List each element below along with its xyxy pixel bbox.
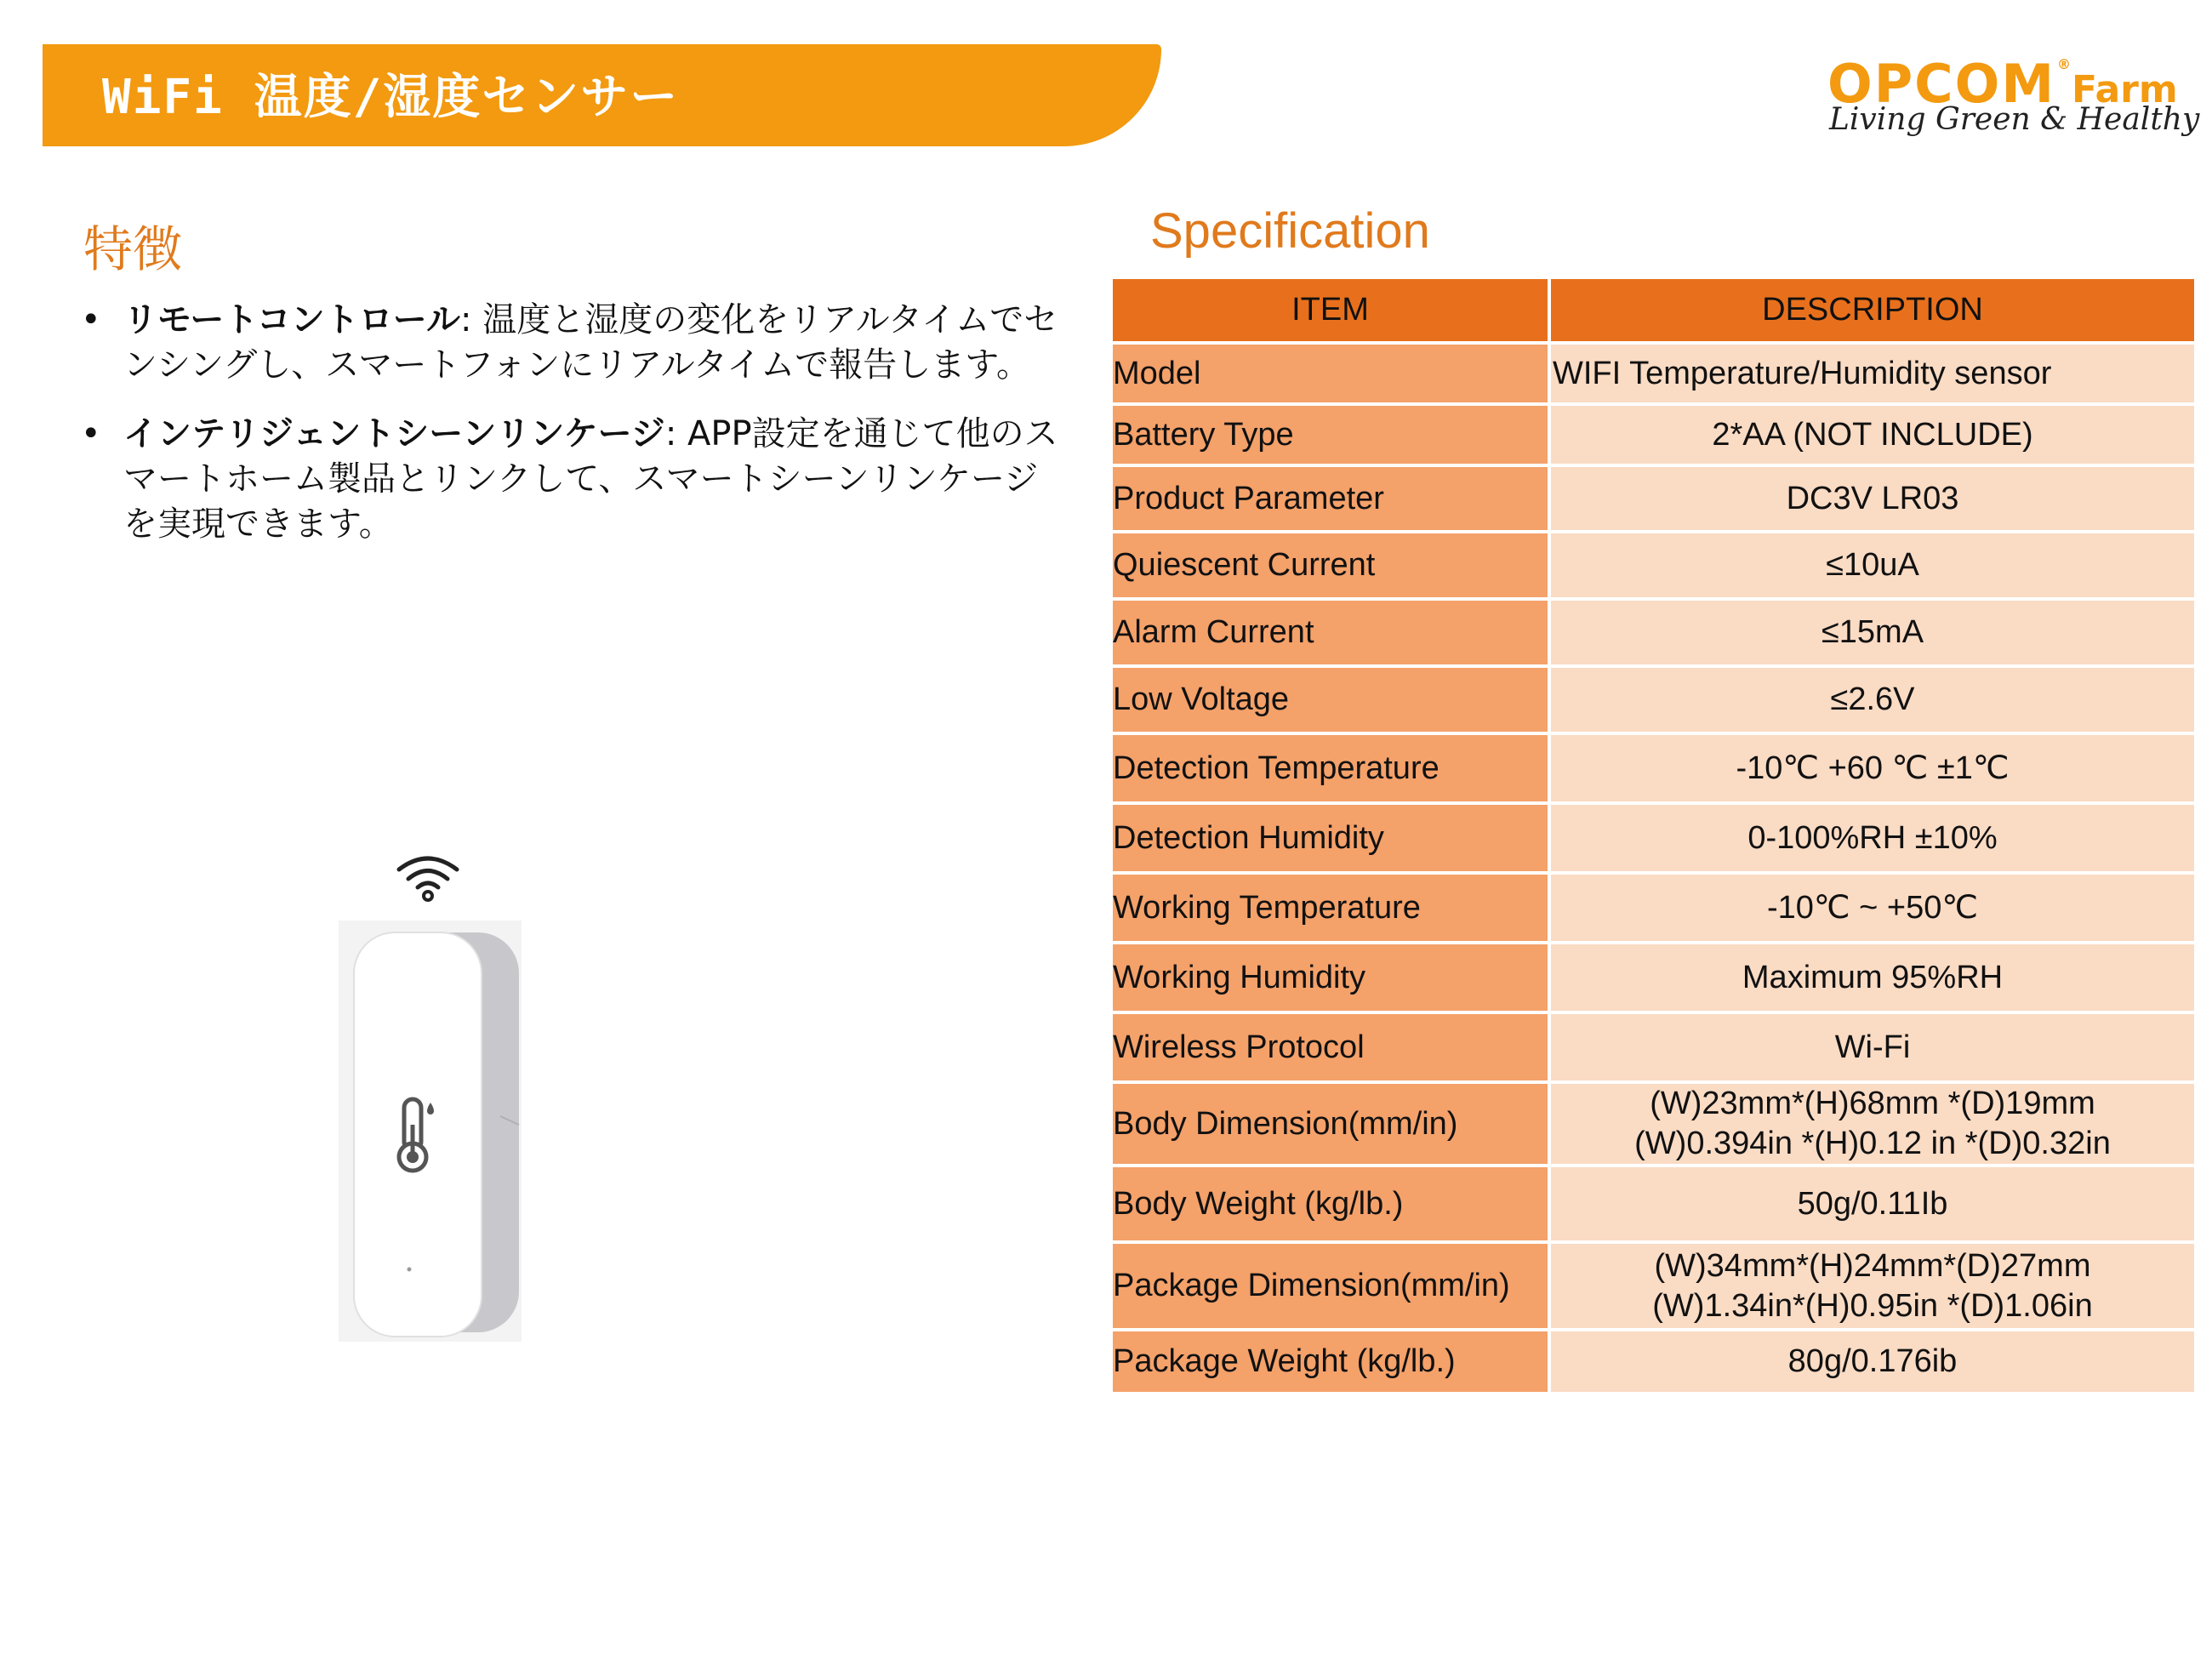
- spec-description: [1551, 1014, 2198, 1084]
- spec-description-line: (W)0.394in *(H)0.12 in *(D)0.32in: [1634, 1126, 2111, 1161]
- features-list: [81, 298, 1059, 571]
- spec-item: Detection Temperature: [1113, 735, 1551, 805]
- spec-description-line: WIFI Temperature/Humidity sensor: [1553, 355, 2052, 391]
- spec-description: [1551, 668, 2198, 735]
- table-row: [1113, 601, 2198, 668]
- spec-description-line: (W)23mm*(H)68mm *(D)19mm: [1650, 1086, 2095, 1121]
- logo-brand: OPCOM: [1827, 53, 2056, 115]
- spec-item: Battery Type: [1113, 406, 1551, 467]
- spec-description-line: ≤10uA: [1826, 547, 1919, 583]
- spec-description-line: (W)34mm*(H)24mm*(D)27mm: [1654, 1247, 2091, 1284]
- spec-description-line: -10℃ +60 ℃ ±1℃: [1736, 750, 2010, 786]
- spec-description: [1551, 805, 2198, 875]
- spec-description: [1551, 467, 2198, 533]
- spec-description-line: Maximum 95%RH: [1742, 959, 2004, 995]
- bullet: •: [81, 414, 101, 453]
- spec-item: Product Parameter: [1113, 467, 1551, 533]
- spec-description: [1551, 406, 2198, 467]
- spec-description: [1551, 875, 2198, 944]
- sensor-device-image: [339, 921, 522, 1414]
- spec-description: [1551, 1167, 2198, 1244]
- table-row: [1113, 467, 2198, 533]
- table-row: [1113, 1084, 2198, 1167]
- table-row: [1113, 1244, 2198, 1331]
- spec-item: Quiescent Current: [1113, 533, 1551, 601]
- spec-description-line: ≤2.6V: [1830, 681, 1915, 717]
- logo-tagline: Living Green & Healthy: [1829, 102, 2200, 137]
- spec-heading: Specification: [1150, 203, 1430, 259]
- spec-description: [1551, 1331, 2198, 1395]
- table-row: [1113, 1167, 2198, 1244]
- feature-item: [81, 298, 1059, 388]
- spec-item: Package Dimension(mm/in): [1113, 1244, 1551, 1331]
- bullet: •: [81, 300, 101, 339]
- column-header-description: DESCRIPTION: [1551, 279, 2198, 345]
- page-title: WiFi 温度/湿度センサー: [102, 70, 680, 125]
- spec-description-line: ≤15mA: [1821, 614, 1924, 650]
- table-row: [1113, 345, 2198, 406]
- spec-item: Working Humidity: [1113, 944, 1551, 1014]
- spec-description-line: -10℃ ~ +50℃: [1766, 889, 1979, 926]
- table-row: [1113, 1014, 2198, 1084]
- spec-item: Wireless Protocol: [1113, 1014, 1551, 1084]
- spec-description-line: Wi-Fi: [1834, 1029, 1911, 1065]
- table-row: [1113, 533, 2198, 601]
- feature-item: [81, 412, 1059, 547]
- spec-item: Model: [1113, 345, 1551, 406]
- column-header-item: ITEM: [1113, 279, 1551, 345]
- table-header-row: [1113, 279, 2198, 345]
- wifi-icon: [394, 851, 462, 902]
- spec-description-line: 0-100%RH ±10%: [1747, 819, 1998, 856]
- spec-description-line: (W)1.34in*(H)0.95in *(D)1.06in: [1652, 1287, 2093, 1324]
- feature-name: リモートコントロール: [123, 300, 460, 339]
- spec-description-line: 50g/0.11Ib: [1797, 1185, 1948, 1222]
- feature-name: インテリジェントシーンリンケージ: [123, 414, 665, 453]
- table-row: [1113, 1331, 2198, 1395]
- spec-item: Body Weight (kg/lb.): [1113, 1167, 1551, 1244]
- spec-table: [1113, 279, 2198, 1395]
- spec-description-line: 2*AA (NOT INCLUDE): [1712, 416, 2033, 453]
- spec-description: [1551, 1244, 2198, 1331]
- table-row: [1113, 668, 2198, 735]
- feature-text: : APP設定を通じて他のスマートホーム製品とリンクして、スマートシーンリンケージを実現できます。: [123, 414, 1058, 544]
- spec-item: Low Voltage: [1113, 668, 1551, 735]
- spec-description: [1551, 345, 2198, 406]
- logo-suffix: Farm: [2072, 68, 2178, 111]
- spec-description: [1551, 944, 2198, 1014]
- spec-description-line: 80g/0.176ib: [1787, 1343, 1958, 1379]
- spec-description: [1551, 601, 2198, 668]
- title-banner: [43, 44, 1161, 146]
- feature-text: : 温度と湿度の変化をリアルタイムでセンシングし、スマートフォンにリアルタイムで報告します。: [123, 300, 1058, 385]
- spec-description-line: DC3V LR03: [1786, 480, 1959, 516]
- spec-description: [1551, 735, 2198, 805]
- spec-item: Working Temperature: [1113, 875, 1551, 944]
- opcom-farm-logo: [1827, 53, 2200, 146]
- spec-item: Package Weight (kg/lb.): [1113, 1331, 1551, 1395]
- table-row: [1113, 875, 2198, 944]
- table-row: [1113, 735, 2198, 805]
- features-heading: 特徴: [83, 220, 183, 278]
- table-row: [1113, 805, 2198, 875]
- spec-description: [1551, 1084, 2198, 1167]
- spec-item: Detection Humidity: [1113, 805, 1551, 875]
- logo-registered-mark: ®: [2057, 56, 2071, 72]
- table-row: [1113, 944, 2198, 1014]
- spec-item: Body Dimension(mm/in): [1113, 1084, 1551, 1167]
- spec-item: Alarm Current: [1113, 601, 1551, 668]
- spec-description: [1551, 533, 2198, 601]
- table-row: [1113, 406, 2198, 467]
